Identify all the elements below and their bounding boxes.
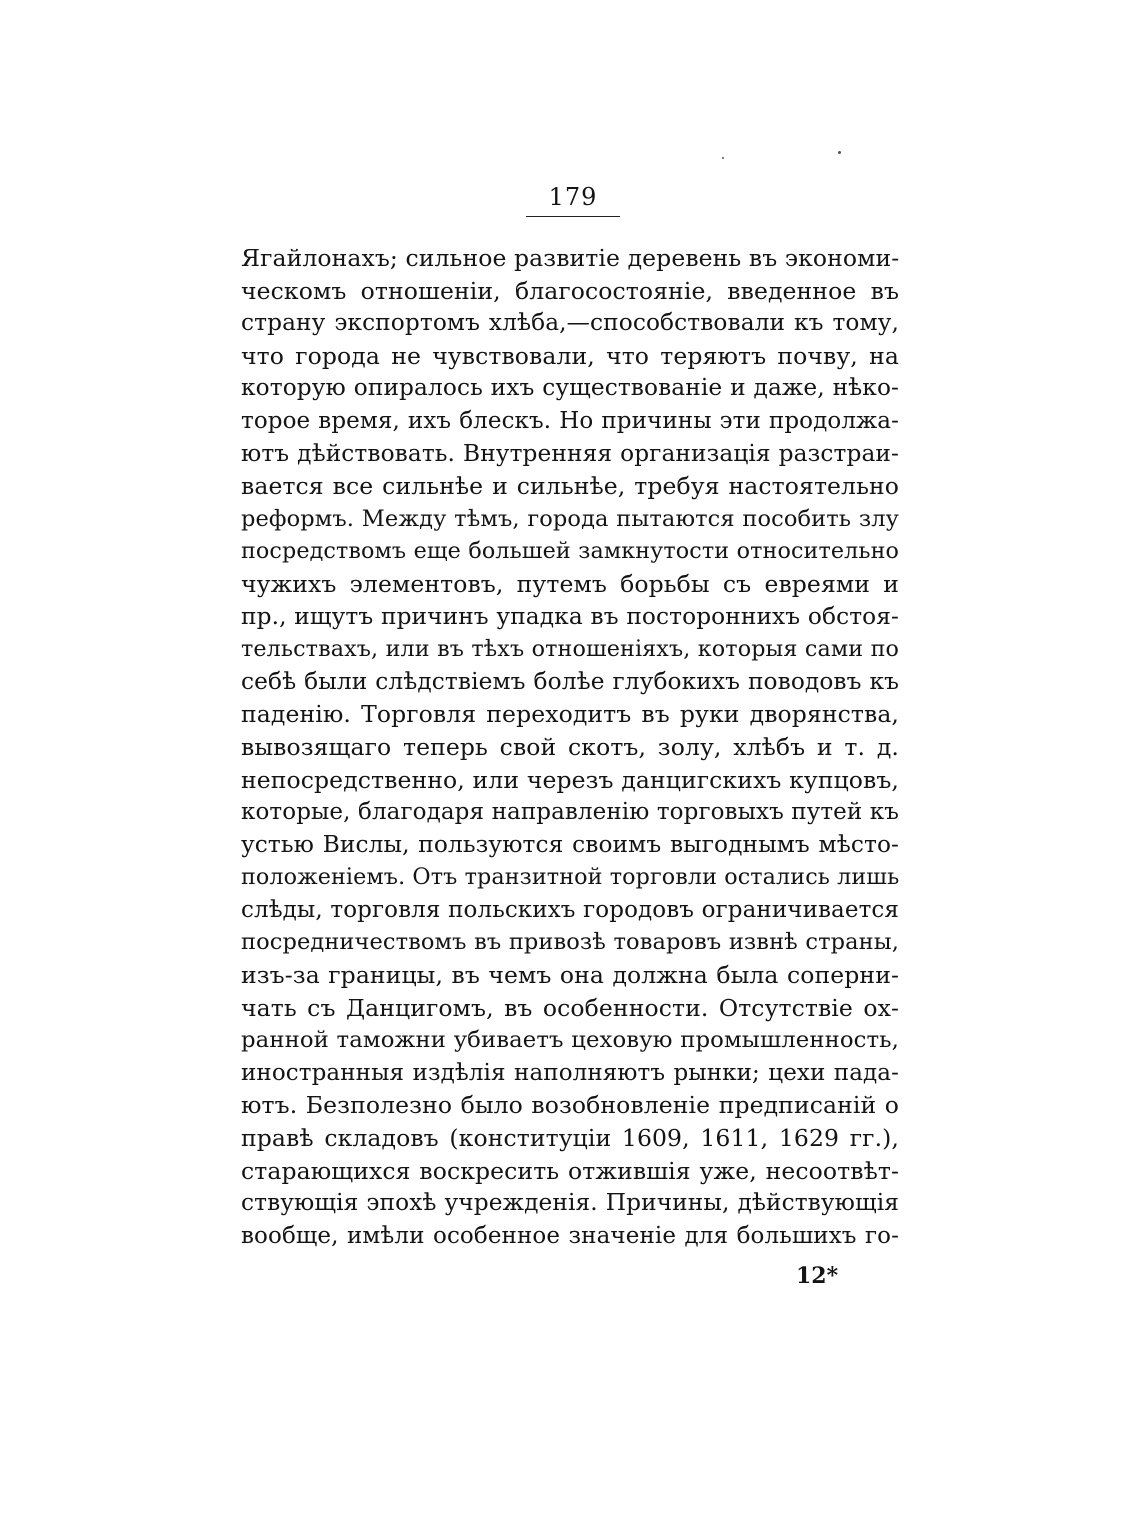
signature-mark: 12*	[796, 1263, 839, 1289]
text-line: ютъ дѣйствовать. Внутренняя организація разстраи-	[241, 439, 899, 467]
text-line: себѣ были слѣдствіемъ болѣе глубокихъ поводовъ къ	[241, 667, 899, 695]
text-line: ютъ. Безполезно было возобновленіе предписаній о	[241, 1091, 899, 1120]
text-line: устью Вислы, пользуются своимъ выгоднымъ мѣсто-	[241, 830, 899, 858]
text-line: чать съ Данцигомъ, въ особенности. Отсутствіе ох-	[241, 993, 899, 1022]
text-line: ческомъ отношеніи, благосостояніе, введенное въ	[241, 276, 899, 305]
text-line: которую опиралось ихъ существованіе и даже, нѣко-	[241, 374, 899, 402]
text-line: посредствомъ еще большей замкнутости относительно	[241, 538, 899, 565]
text-line: паденію. Торговля переходитъ въ руки дворянства,	[241, 700, 899, 729]
text-line: страну экспортомъ хлѣба,—способствовали къ тому,	[241, 309, 899, 337]
text-line: торое время, ихъ блескъ. Но причины эти продолжа-	[241, 407, 899, 434]
page-number-rule	[526, 216, 620, 217]
text-line: иностранныя издѣлія наполняютъ рынки; цехи пада-	[241, 1059, 899, 1086]
text-line: ствующія эпохѣ учрежденія. Причины, дѣйствующія	[241, 1189, 899, 1217]
text-line: вывозящаго теперь свой скотъ, золу, хлѣбъ и т. д.	[241, 732, 899, 761]
text-line: правѣ складовъ (конституціи 1609, 1611, 1629 гг.),	[241, 1124, 899, 1153]
text-line: которые, благодаря направленію торговыхъ путей къ	[241, 799, 899, 826]
text-line: тельствахъ, или въ тѣхъ отношеніяхъ, которыя сами по	[241, 636, 899, 663]
text-line: чужихъ элементовъ, путемъ борьбы съ евреями и	[241, 569, 899, 598]
text-line: старающихся воскресить отжившія уже, несоотвѣт-	[241, 1156, 899, 1185]
text-line: ранной таможни убиваетъ цеховую промышленность,	[241, 1027, 899, 1054]
text-line: реформъ. Между тѣмъ, города пытаются пособить злу	[241, 505, 899, 532]
print-speck	[722, 157, 724, 159]
print-speck	[838, 151, 841, 154]
text-line: вообще, имѣли особенное значеніе для большихъ го-	[241, 1222, 899, 1249]
text-line: положеніемъ. Отъ транзитной торговли остались лишь	[241, 864, 900, 891]
text-line: изъ-за границы, въ чемъ она должна была соперни-	[241, 961, 899, 990]
text-line: что города не чувствовали, что теряютъ почву, на	[241, 341, 899, 370]
text-line: посредничествомъ въ привозѣ товаровъ извнѣ страны,	[241, 929, 899, 956]
body-text	[241, 242, 899, 1252]
text-line: пр., ищутъ причинъ упадка въ постороннихъ обстоя-	[241, 602, 899, 630]
text-line: Ягайлонахъ; сильное развитіе деревень въ экономи-	[241, 244, 900, 272]
text-line: вается все сильнѣе и сильнѣе, требуя настоятельно	[241, 472, 899, 501]
text-line: слѣды, торговля польскихъ городовъ ограничивается	[241, 896, 899, 923]
page-number: 179	[548, 183, 598, 211]
text-line: непосредственно, или черезъ данцигскихъ купцовъ,	[241, 765, 899, 794]
